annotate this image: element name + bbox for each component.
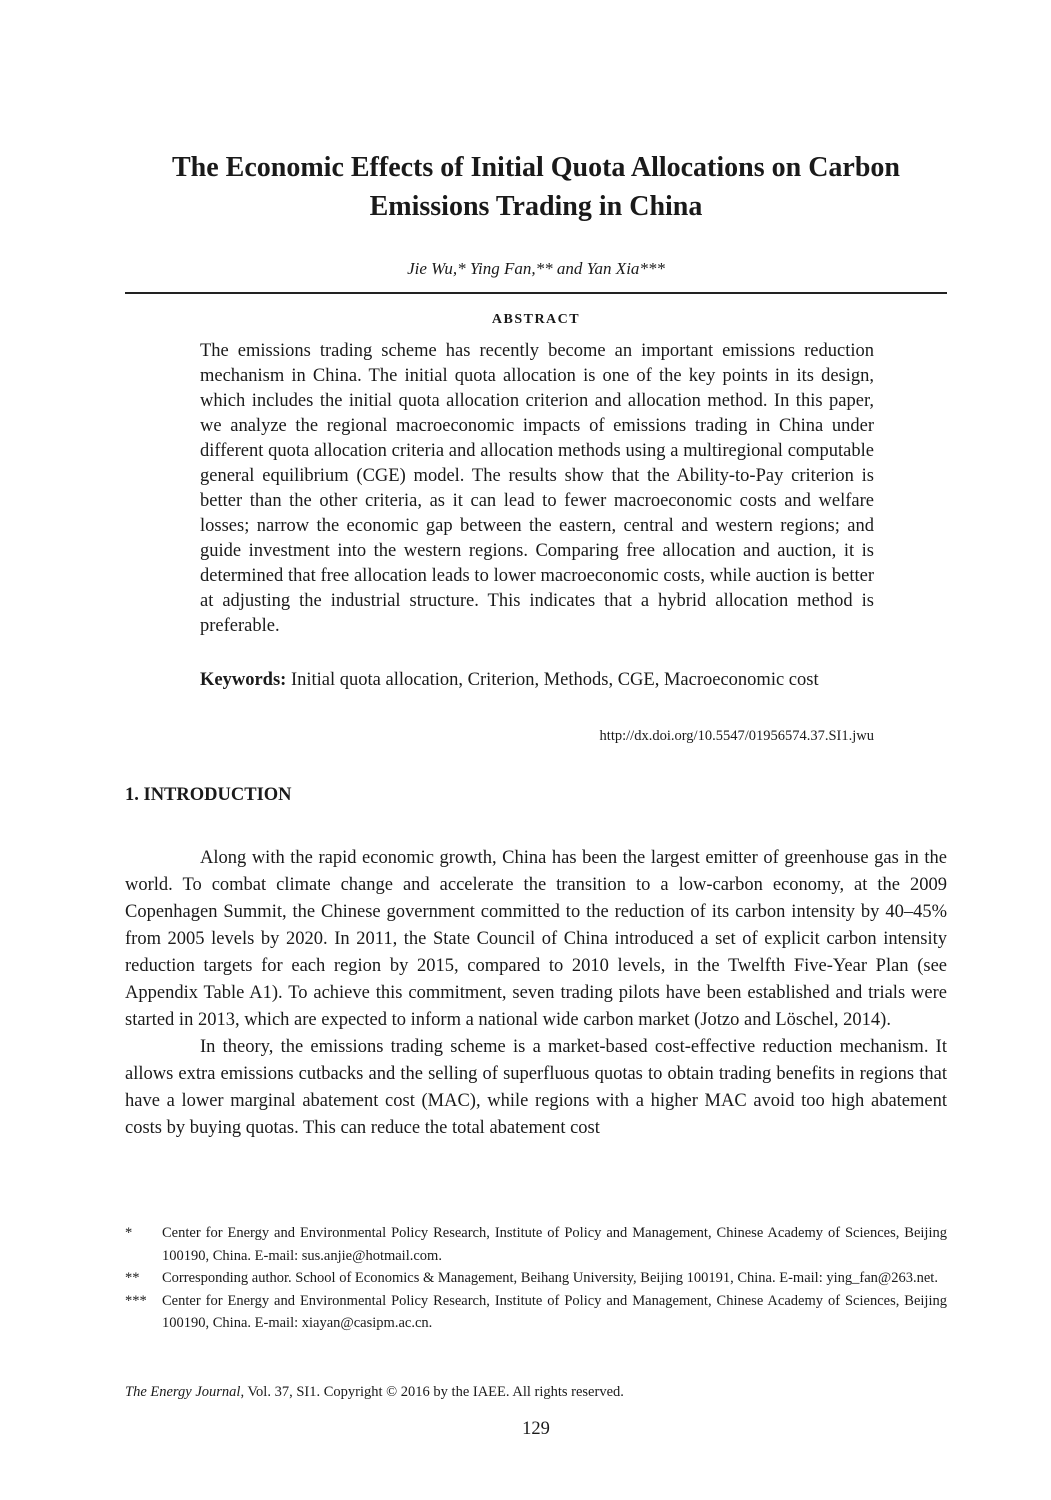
footnote-text: Corresponding author. School of Economics & Management, Beihang University, Beijing 100191, China. E-mail: ying_fan@263.net. (162, 1270, 938, 1286)
keywords-label: Keywords: (200, 670, 287, 690)
journal-details: , Vol. 37, SI1. Copyright © 2016 by the IAEE. All rights reserved. (240, 1384, 624, 1400)
introduction-body (125, 845, 947, 1142)
section-heading-introduction: 1. INTRODUCTION (125, 785, 292, 805)
body-paragraph: In theory, the emissions trading scheme is a market-based cost-effective reduction mechanism. It allows extra emissions cutbacks and the selling of superfluous quotas to obtain trading benefits in regions that have a lower marginal abatement cost (MAC), while regions with a higher MAC avoid too high abatement costs by buying quotas. This can reduce the total abatement cost (125, 1037, 947, 1138)
footnote (125, 1290, 947, 1335)
page-number: 129 (522, 1419, 550, 1439)
abstract-text: The emissions trading scheme has recently become an important emissions reduction mechanism in China. The initial quota allocation is one of the key points in its design, which includes the initial quota allocation criterion and allocation method. In this paper, we analyze the regional macroeconomic impacts of emissions trading in China under different quota allocation criteria and allocation methods using a multiregional computable general equilibrium (CGE) model. The results show that the Ability-to-Pay criterion is better than the other criteria, as it can lead to fewer macroeconomic costs and welfare losses; narrow the economic gap between the eastern, central and western regions; and guide investment into the western regions. Comparing free allocation and auction, it is determined that free allocation leads to lower macroeconomic costs, while auction is better at adjusting the industrial structure. This indicates that a hybrid allocation method is preferable. (200, 341, 874, 636)
title-divider (125, 292, 947, 294)
footnote-text: Center for Energy and Environmental Policy Research, Institute of Policy and Management, Chinese Academy of Sciences, Beijing 100190, China. E-mail: xiayan@casipm.ac.cn. (162, 1292, 947, 1331)
keywords-list: Initial quota allocation, Criterion, Methods, CGE, Macroeconomic cost (290, 670, 819, 690)
footnote-mark: *** (125, 1292, 147, 1309)
body-paragraph: Along with the rapid economic growth, China has been the largest emitter of greenhouse gas in the world. To combat climate change and accelerate the transition to a low-carbon economy, at the 2009 Copenhagen Summit, the Chinese government committed to the reduction of its carbon intensity by 40–45% from 2005 levels by 2020. In 2011, the State Council of China introduced a set of explicit carbon intensity reduction targets for each region by 2015, compared to 2010 levels, in the Twelfth Five-Year Plan (see Appendix Table A1). To achieve this commitment, seven trading pilots have been established and trials were started in 2013, which are expected to inform a national wide carbon market (Jotzo and Löschel, 2014). (125, 848, 947, 1030)
paper-title (125, 148, 947, 226)
footnote (125, 1267, 947, 1290)
author-list: Jie Wu,* Ying Fan,** and Yan Xia*** (407, 259, 665, 278)
abstract-heading: ABSTRACT (491, 312, 581, 327)
footnotes (125, 1222, 947, 1335)
title-line-1: The Economic Effects of Initial Quota Allocations on Carbon (171, 152, 900, 183)
footnote-text: Center for Energy and Environmental Policy Research, Institute of Policy and Management, Chinese Academy of Sciences, Beijing 100190, China. E-mail: sus.anjie@hotmail.com. (162, 1225, 947, 1264)
doi-link[interactable]: http://dx.doi.org/10.5547/01956574.37.SI1.jwu (599, 728, 874, 744)
journal-citation (125, 1383, 624, 1401)
journal-name: The Energy Journal (125, 1384, 241, 1400)
title-line-2: Emissions Trading in China (369, 191, 703, 222)
footnote-mark: ** (125, 1270, 140, 1286)
footnote (125, 1222, 947, 1267)
keywords (200, 668, 874, 693)
footnote-mark: * (125, 1225, 133, 1241)
